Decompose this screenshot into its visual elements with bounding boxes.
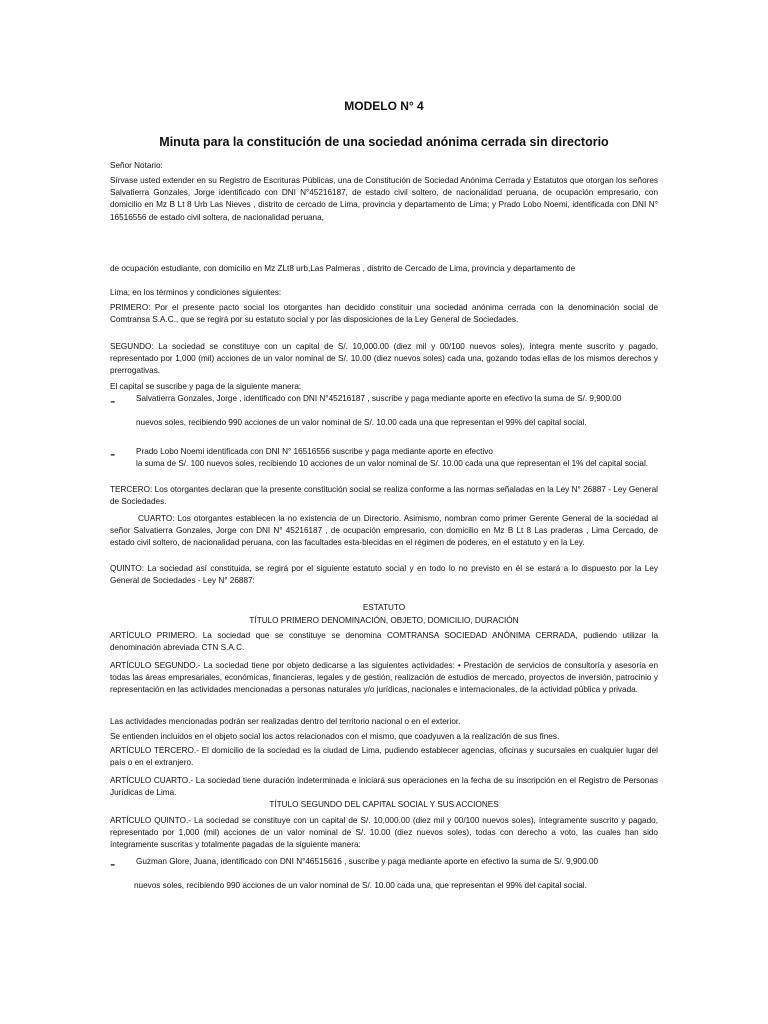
shareholder-1-contribution: Salvatierra Gonzales, Jorge , identificado con DNI N°45216187 , suscribe y paga mediante aporte en efectivo la suma de S/. 9,900.00	[136, 394, 622, 403]
estatuto-heading: ESTATUTO	[362, 603, 406, 612]
document-title: Minuta para la constitución de una sociedad anónima cerrada sin directorio	[159, 135, 609, 149]
salutation: Señor Notario:	[110, 161, 163, 170]
bullet-dash: -	[110, 856, 116, 873]
model-number-heading: MODELO N° 4	[344, 99, 424, 113]
clause-primero: PRIMERO: Por el presente pacto social los otorgantes han decidido constituir una sociedad anónima cerrada con la denominación social de Comtransa S.A.C., que se regirá por su estatuto social y por las disposiciones de la Ley General de Sociedades.	[110, 303, 658, 325]
intro-terms: Lima; en los términos y condiciones siguientes:	[110, 288, 282, 297]
articulo-segundo: ARTÍCULO SEGUNDO.- La sociedad tiene por objeto dedicarse a las siguientes actividades: • Prestación de servicios de consultoría y asesoría en todas las áreas empresariales, económicas, financieras, legales y de gestión, realización de estudios de mercado, proyectos de inversión, patrocinio y representación en las actividades mencionadas a personas naturales y/o jurídicas, nacionales e internacionales, de la actividad pública y privada.	[110, 661, 658, 695]
shareholder-3-contribution: Guzman Glore, Juana, identificado con DNI N°46515616 , suscribe y paga mediante aporte en efectivo la suma de S/. 9,900.00	[136, 857, 599, 866]
shareholder-2-contribution: Prado Lobo Noemi identificada con DNI N° 16516556 suscribe y paga mediante aporte en efectivo	[136, 447, 493, 456]
clause-cuarto: CUARTO: Los otorgantes establecen la no existencia de un Directorio. Asimismo, nombran como primer Gerente General de la sociedad al señor Salvatierra Gonzales, Jorge con DNI N° 45216187 , de ocupación empresario, con domicilio en Mz B Lt 8 Las praderas , Lima Cercado, de estado civil soltero, de nacionalidad peruana, con las facultades esta-blecidas en el régimen de poderes, en el estatuto y en la Ley.	[110, 514, 658, 548]
titulo-primero-heading: TÍTULO PRIMERO DENOMINACIÓN, OBJETO, DOMICILIO, DURACIÓN	[249, 616, 519, 625]
articulo-cuarto: ARTÍCULO CUARTO.- La sociedad tiene duración indeterminada e iniciará sus operaciones en la fecha de su inscripción en el Registro de Personas Jurídicas de Lima.	[110, 776, 658, 798]
bullet-dash: -	[110, 393, 116, 410]
articulo-tercero: ARTÍCULO TERCERO.- El domicilio de la sociedad es la ciudad de Lima, pudiendo establecer agencias, oficinas y sucursales en cualquier lugar del país o en el extranjero.	[110, 746, 658, 768]
titulo-segundo-heading: TÍTULO SEGUNDO DEL CAPITAL SOCIAL Y SUS ACCIONES	[269, 800, 499, 809]
shareholder-3-shares: nuevos soles, recibiendo 990 acciones de un valor nominal de S/. 10.00 cada una, que representan el 99% del capital social.	[134, 881, 587, 890]
shareholder-2-shares: la suma de S/. 100 nuevos soles, recibiendo 10 acciones de un valor nominal de S/. 10.00 cada una que representan el 1% del capital social.	[136, 459, 649, 468]
shareholder-1-shares: nuevos soles, recibiendo 990 acciones de un valor nominal de S/. 10.00 cada una que representan el 99% del capital social.	[136, 418, 587, 427]
activities-scope: Las actividades mencionadas podrán ser realizadas dentro del territorio nacional o en el exterior.	[110, 717, 461, 726]
intro-paragraph-continued: de ocupación estudiante, con domicilio en Mz ZLt8 urb,Las Palmeras , distrito de Cercado de Lima, provincia y departamento de	[110, 264, 576, 273]
list-item	[110, 856, 658, 874]
clause-tercero: TERCERO: Los otorgantes declaran que la presente constitución social se realiza conforme a las normas señaladas en la Ley N° 26887 - Ley General de Sociedades.	[110, 485, 658, 507]
bullet-dash: -	[110, 446, 116, 463]
list-item	[110, 393, 658, 411]
intro-paragraph: Sírvase usted extender en su Registro de Escrituras Públicas, una de Constitución de Sociedad Anónima Cerrada y Estatutos que otorgan los señores Salvatierra Gonzales, Jorge identificado con DNI N°45216187, de estado civil soltero, de nacionalidad peruana, de ocupación empresario, con domicilio en Mz B Lt 8 Urb Las Nieves , distrito de cercado de Lima, provincia y departamento de Lima; y Prado Lobo Noemi, identificada con DNI N° 16516556 de estado civil soltera, de nacionalidad peruana,	[110, 176, 658, 222]
clause-segundo: SEGUNDO: La sociedad se constituye con un capital de S/. 10,000.00 (diez mil y 00/100 nuevos soles), íntegra mente suscrito y pagado, representado por 1,000 (mil) acciones de un valor nominal de S/. 10.00 (diez nuevos soles) cada una, gozando todas ellas de los mismos derechos y prerrogativas.	[110, 342, 658, 376]
articulo-quinto: ARTÍCULO QUINTO.- La sociedad se constituye con un capital de S/. 10,000.00 (diez mil y 00/100 nuevos soles), íntegramente suscrito y pagado, representado por 1,000 (mil) acciones de un valor nominal de S/. 10.00 (diez nuevos soles), todas con derecho a voto, las cuales han sido íntegramente suscritas y totalmente pagadas de la siguiente manera:	[110, 816, 658, 850]
articulo-primero: ARTÍCULO PRIMERO. La sociedad que se constituye se denomina COMTRANSA SOCIEDAD ANÓNIMA CERRADA, pudiendo utilizar la denominación abreviada CTN S.A.C.	[110, 631, 658, 653]
activities-included: Se entienden incluidos en el objeto social los actos relacionados con el mismo, que coadyuven a la realización de sus fines.	[110, 732, 560, 741]
clause-quinto: QUINTO: La sociedad así constituida, se regirá por el siguiente estatuto social y en todo lo no previsto en él se estará a lo dispuesto por la Ley General de Sociedades - Ley N° 26887:	[110, 564, 658, 586]
capital-intro: El capital se suscribe y paga de la siguiente manera:	[110, 382, 302, 391]
